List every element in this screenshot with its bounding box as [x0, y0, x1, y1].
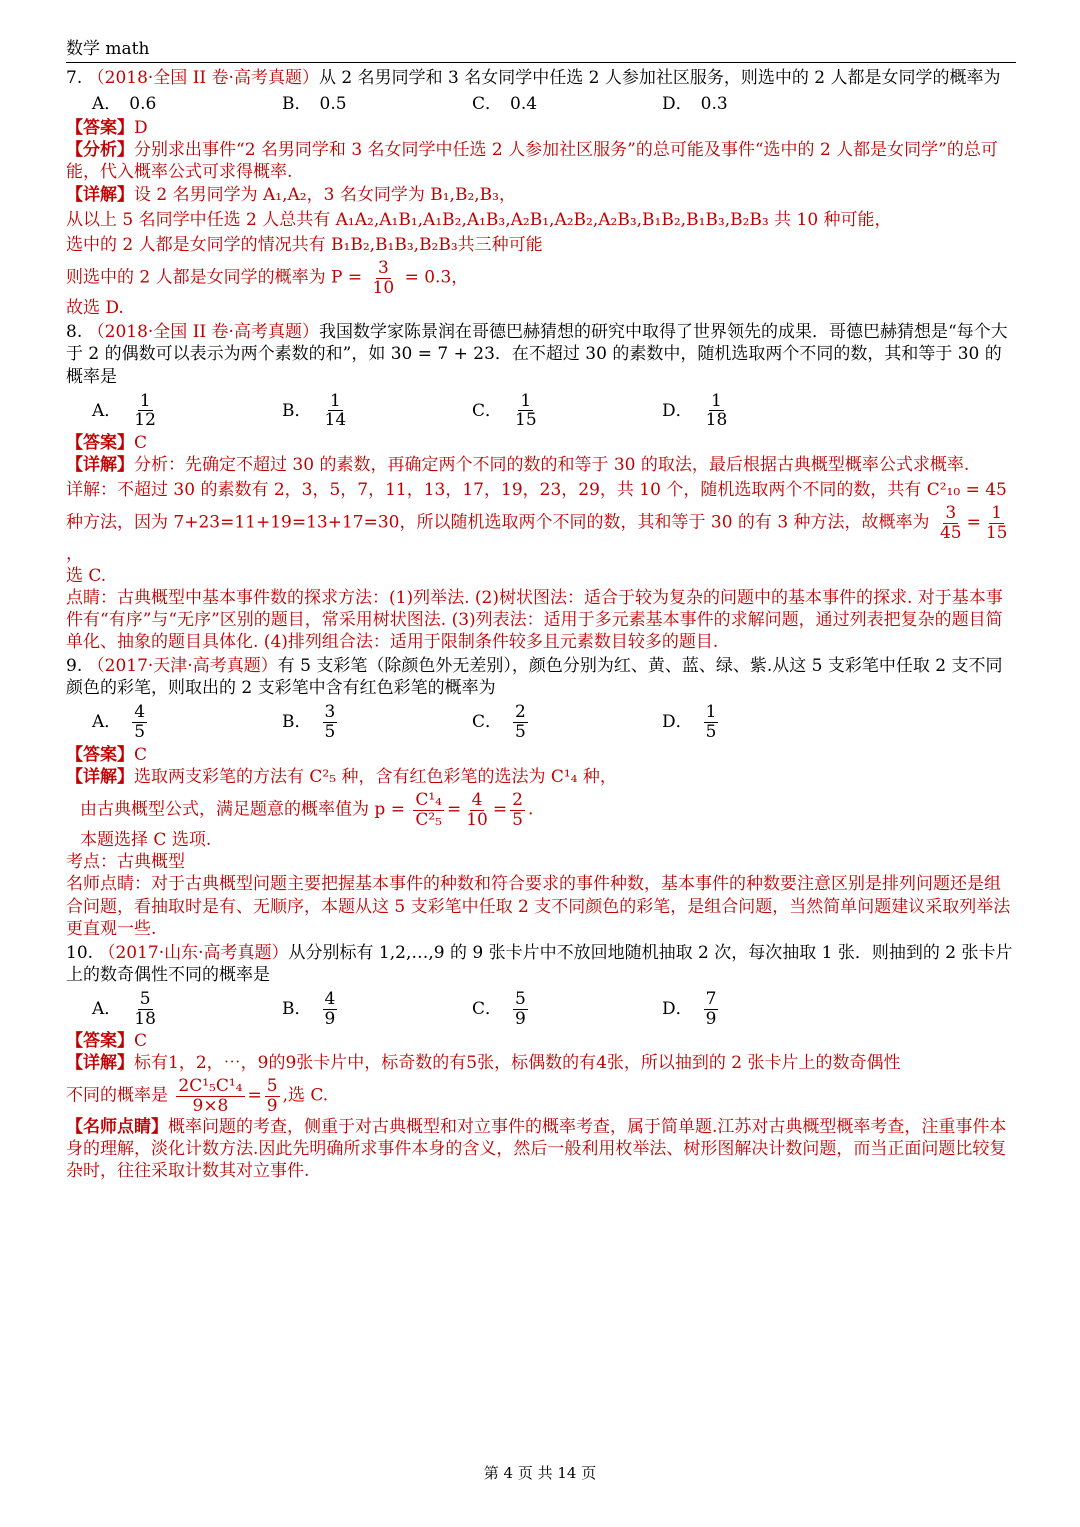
question-8 — [66, 321, 1016, 653]
q7-option-b: B． 0.5 — [282, 94, 347, 115]
q8-detail-4: 选 C. — [66, 565, 107, 586]
q8-option-d: D． $\frac{1}{18}$ — [662, 390, 728, 431]
q8-source: （2018·全国 II 卷·高考真题） — [87, 322, 319, 343]
page-footer: 第 4 页 共 14 页 — [483, 1464, 597, 1482]
q8-detail-3: 种方法，因为 7+23=11+19=13+17=30，所以随机选取两个不同的数，其和等于 30 的有 3 种方法，故概率为 $\frac{3}{45}$ = $\frac{1}{15}$ ， — [66, 503, 1008, 564]
q10-number: 10. — [66, 942, 94, 963]
q9-detail-3: 本题选择 C 选项. — [80, 830, 212, 851]
q7-source: （2018·全国 II 卷·高考真题） — [87, 68, 319, 89]
q8-option-a: A． $\frac{1}{12}$ — [92, 390, 156, 431]
q7-option-c: C． 0.4 — [472, 94, 538, 115]
q9-answer: 【答案】C — [66, 744, 148, 765]
q9-number: 9. — [66, 656, 83, 677]
question-7 — [66, 67, 1016, 319]
q9-option-a: A． $\frac{4}{5}$ — [92, 702, 146, 742]
q9-source: （2017·天津·高考真题） — [87, 656, 278, 677]
q9-detail-2: 由古典概型公式，满足题意的概率值为 p = $\frac{\text{C¹₄}}{\text{C²₅}}$ = $\frac{4}{10}$ = $\frac{2}{5}$ . — [80, 789, 534, 830]
q8-option-b: B． $\frac{1}{14}$ — [282, 390, 347, 431]
q9-option-b: B． $\frac{3}{5}$ — [282, 702, 336, 742]
q7-text: 从 2 名男同学和 3 名女同学中任选 2 人参加社区服务，则选中的 2 人都是女同学的概率为 — [318, 68, 1001, 89]
q7-number: 7. — [66, 68, 83, 89]
q8-tip: 点睛：古典概型中基本事件数的探求方法：(1)列举法. (2)树状图法：适合于较为复杂的问题中的基本事件的探求. 对于基本事件有“有序”与“无序”区别的题目，常采用树状图法. (3)列表法：适用于多元素基本事件的求解问题，通过列表把复杂的题目简单化、抽象的题目具体化. (4)排列组合法：适用于限制条件较多且元素数目较多的题目. — [66, 587, 1003, 652]
q10-option-c: C． $\frac{5}{9}$ — [472, 988, 526, 1029]
q7-detail-2: 从以上 5 名同学中任选 2 人总共有 A₁A₂,A₁B₁,A₁B₂,A₁B₃,A₂B₁,A₂B₂,A₂B₃,B₁B₂,B₁B₃,B₂B₃ 共 10 种可能， — [66, 209, 892, 230]
q10-text: 从分别标有 1,2,…,9 的 9 张卡片中不放回地随机抽取 2 次，每次抽取 1 张．则抽到的 2 张卡片上的数奇偶性不同的概率是 — [66, 942, 1013, 985]
q10-source: （2017·山东·高考真题） — [98, 942, 289, 963]
page-header: 数学 math — [66, 38, 1016, 63]
q7-options — [66, 93, 1016, 115]
q7-analysis: 【分析】分别求出事件“2 名男同学和 3 名女同学中任选 2 人参加社区服务”的总可能及事件“选中的 2 人都是女同学”的总可能，代入概率公式可求得概率. — [66, 140, 998, 183]
q9-tip: 名师点睛：对于古典概型问题主要把握基本事件的种数和符合要求的事件种数，基本事件的种数要注意区别是排列问题还是组合问题，看抽取时是有、无顺序，本题从这 5 支彩笔中任取 2 支不同颜色的彩笔，是组合问题，当然简单问题建议采取列举法更直观一些. — [66, 874, 1011, 939]
q10-option-b: B． $\frac{4}{9}$ — [282, 988, 336, 1029]
page — [66, 38, 1016, 1182]
question-9 — [66, 655, 1016, 940]
q7-detail-4: 则选中的 2 人都是女同学的概率为 P = $\frac{3}{10}$ = 0.3， — [66, 257, 469, 298]
q10-tip: 【名师点睛】概率问题的考查，侧重于对古典概型和对立事件的概率考查，属于简单题.江苏对古典概型概率考查，注重事件本身的理解，淡化计数方法.因此先明确所求事件本身的含义，然后一般利用枚举法、树形图解决计数问题，而当正面问题比较复杂时，往往采取计数其对立事件. — [66, 1116, 1007, 1181]
q8-number: 8. — [66, 322, 83, 343]
q7-answer: 【答案】D — [66, 118, 148, 139]
q10-detail-2: 不同的概率是 $\frac{\text{2C¹₅C¹₄}}{9\times 8}$ = $\frac{5}{9}$ ,选 C. — [66, 1076, 329, 1117]
q9-text: 有 5 支彩笔（除颜色外无差别），颜色分别为红、黄、蓝、绿、紫.从这 5 支彩笔中任取 2 支不同颜色的彩笔，则取出的 2 支彩笔中含有红色彩笔的概率为 — [66, 656, 1003, 699]
q10-option-d: D． $\frac{7}{9}$ — [662, 988, 717, 1029]
q8-options — [66, 392, 1016, 430]
q9-detail-4: 考点：古典概型 — [66, 852, 185, 873]
q9-options — [66, 703, 1016, 741]
q9-detail-1: 【详解】选取两支彩笔的方法有 C²₅ 种，含有红色彩笔的选法为 C¹₄ 种， — [66, 766, 617, 787]
q8-answer: 【答案】C — [66, 432, 148, 453]
q7-fraction: $\frac{3}{10}$ — [372, 257, 395, 298]
q8-detail-1: 【详解】分析：先确定不超过 30 的素数，再确定两个不同的数的和等于 30 的取法，最后根据古典概型概率公式求概率. — [66, 455, 970, 476]
q8-text: 我国数学家陈景润在哥德巴赫猜想的研究中取得了世界领先的成果．哥德巴赫猜想是“每个大于 2 的偶数可以表示为两个素数的和”，如 30 = 7 + 23．在不超过 30 的素数中，随机选取两个不同的数，其和等于 30 的概率是 — [66, 322, 1008, 387]
q7-option-d: D． 0.3 — [662, 94, 728, 115]
q7-detail-5: 故选 D. — [66, 298, 124, 319]
q7-detail-1: 【详解】设 2 名男同学为 A₁,A₂，3 名女同学为 B₁,B₂,B₃， — [66, 184, 516, 205]
q7-option-a: A． 0.6 — [92, 94, 157, 115]
q8-option-c: C． $\frac{1}{15}$ — [472, 390, 537, 431]
q8-detail-2: 详解：不超过 30 的素数有 2，3，5，7，11，13，17，19，23，29，共 10 个，随机选取两个不同的数，共有 C²₁₀ = 45 — [66, 480, 1007, 501]
question-10 — [66, 942, 1016, 1182]
q7-detail-3: 选中的 2 人都是女同学的情况共有 B₁B₂,B₁B₃,B₂B₃共三种可能 — [66, 234, 543, 255]
q9-option-d: D． $\frac{1}{5}$ — [662, 702, 717, 742]
q9-option-c: C． $\frac{2}{5}$ — [472, 702, 526, 742]
q10-answer: 【答案】C — [66, 1031, 148, 1052]
q10-option-a: A． $\frac{5}{18}$ — [92, 988, 156, 1029]
q10-detail-1: 【详解】标有1，2，⋯，9的9张卡片中，标奇数的有5张，标偶数的有4张，所以抽到的 2 张卡片上的数奇偶性 — [66, 1053, 901, 1074]
q10-options — [66, 990, 1016, 1028]
